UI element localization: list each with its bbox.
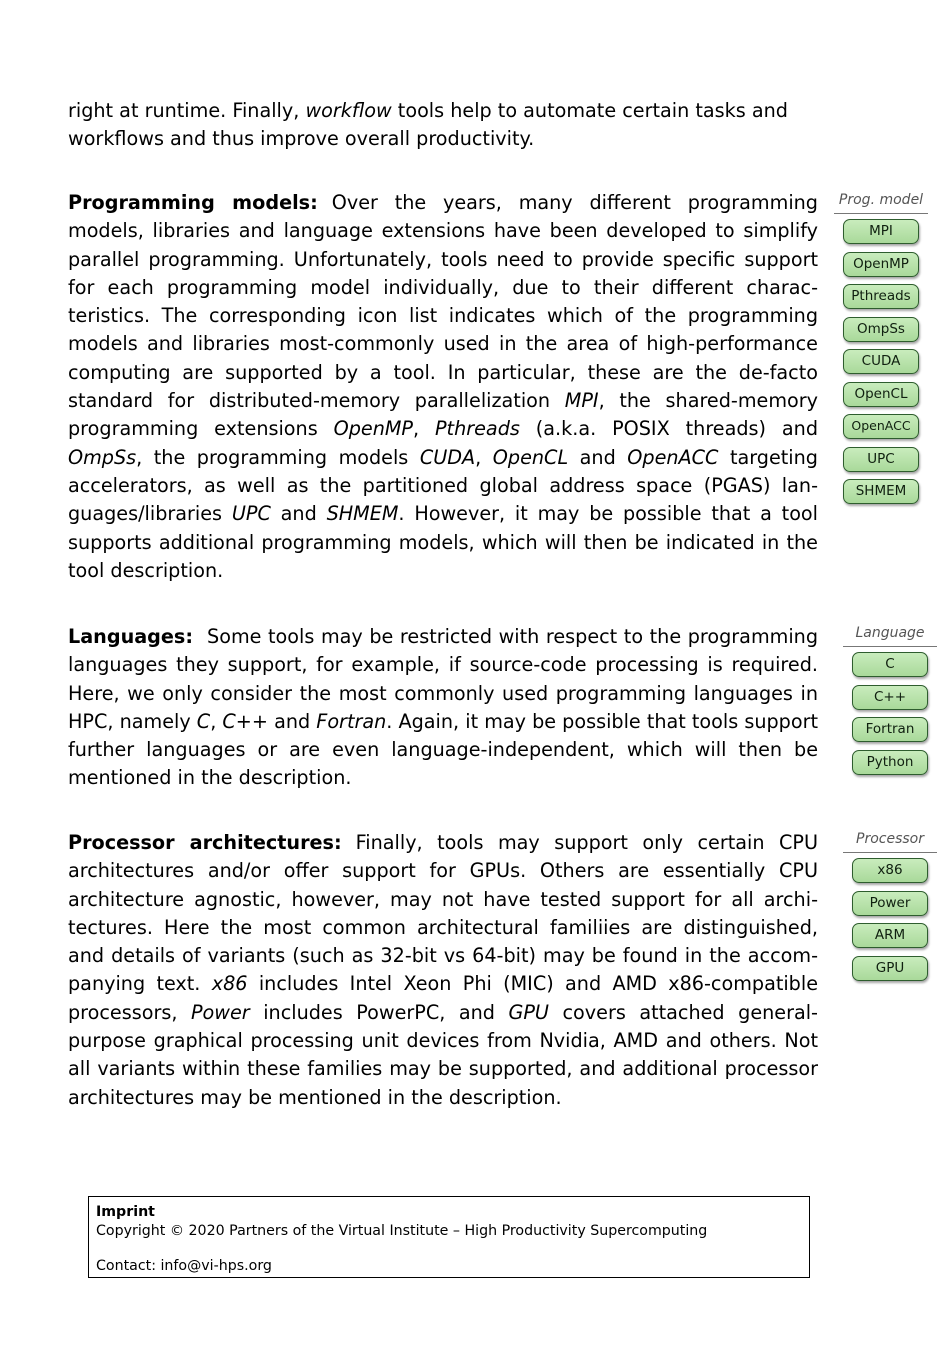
term-c: C [196, 709, 211, 733]
badge-pthreads: Pthreads [843, 284, 919, 309]
intro-text: workflows and thus improve overall productivity. [68, 127, 535, 151]
body-text: , [412, 417, 435, 441]
body-text: , [210, 709, 223, 733]
processor-architectures-paragraph [68, 829, 818, 1112]
body-text: . However, it may be possible that a tool supports additional programming models, which will then be indicated in the tool description. [68, 502, 818, 582]
badge-openmp: OpenMP [843, 252, 919, 277]
badge-arm: ARM [852, 923, 928, 948]
badge-shmem: SHMEM [843, 479, 919, 504]
body-text: (a.k.a. POSIX threads) and [519, 417, 819, 441]
badge-ompss: OmpSs [843, 317, 919, 342]
imprint-contact: Contact: info@vi-hps.org [96, 1258, 272, 1274]
body-text: and [267, 709, 317, 733]
badge-python: Python [852, 750, 928, 775]
term-openacc: OpenACC [627, 445, 719, 469]
prog-model-title: Prog. model [834, 191, 928, 214]
body-text: , [475, 445, 493, 469]
term-upc: UPC [231, 502, 271, 526]
processor-architectures-heading: Processor architectures: [68, 831, 342, 854]
body-text: Finally, tools may support only certain CPU architectures and/or offer support for GPUs. Others are essentially CPU architecture agnostic, however, may not have tested support for all architectures. Here the most common architectural familiies are distinguished, and details of variants (such as 32-bit vs 64-bit) may be found in the accompanying text. [68, 831, 818, 996]
body-text: . Again, it may be possible that tools support further languages or are even language-independent, which will then be mentioned in the description. [68, 709, 819, 790]
body-text: Some tools may be restricted with respect to the programming languages they support, for example, if source-code processing is required. Here, we only consider the most commonly used programming languages in HPC, namely [68, 625, 818, 733]
body-text: , the shared-memory programming extensions [68, 389, 819, 441]
body-text: includes Intel Xeon Phi (MIC) and AMD x86-compatible processors, [68, 972, 818, 1024]
language-title: Language [843, 624, 937, 647]
badge-c: C [852, 652, 928, 677]
term-ompss: OmpSs [68, 445, 137, 469]
badge-openacc: OpenACC [843, 414, 919, 439]
languages-paragraph [68, 623, 818, 793]
badge-opencl: OpenCL [843, 382, 919, 407]
intro-text: right at runtime. Finally, [68, 99, 306, 122]
body-text: and [568, 445, 628, 469]
badge-mpi: MPI [843, 219, 919, 244]
programming-models-heading: Programming models: [68, 191, 318, 214]
term-cuda: CUDA [419, 445, 476, 469]
badge-cpp: C++ [852, 685, 928, 710]
badge-x86: x86 [852, 858, 928, 883]
badge-fortran: Fortran [852, 717, 928, 742]
badge-power: Power [852, 891, 928, 916]
badge-upc: UPC [843, 447, 919, 472]
term-opencl: OpenCL [492, 445, 569, 469]
term-x86: x86 [211, 972, 248, 996]
term-mpi: MPI [564, 389, 599, 413]
body-text: , the programming models [136, 445, 420, 469]
language-sidebar [843, 624, 937, 782]
body-text: Over the years, many different programming models, libraries and language extensions have been developed to simplify parallel programming. Unfortunately, tools need to provide specific support for each programming model individually, due to their different characteristics. The corresponding icon list indicates which of the programming models and libraries most-commonly used in the area of high-performance computing are supported by a tool. In particular, these are the de-facto standard for distributed-memory parallelization [68, 191, 818, 413]
languages-heading: Languages: [68, 625, 194, 648]
badge-cuda: CUDA [843, 349, 919, 374]
term-gpu: GPU [508, 1000, 549, 1024]
imprint-box [88, 1196, 810, 1278]
badge-gpu: GPU [852, 956, 928, 981]
prog-model-sidebar [834, 191, 928, 512]
body-text: includes PowerPC, and [249, 1000, 509, 1024]
programming-models-paragraph [68, 189, 818, 585]
processor-title: Processor [843, 830, 937, 853]
body-text: and [270, 502, 327, 526]
term-shmem: SHMEM [326, 502, 399, 526]
term-fortran: Fortran [316, 709, 387, 733]
term-power: Power [190, 1000, 250, 1024]
body-text: targeting accelerators, as well as the partitioned global address space (PGAS) languages/libraries [68, 445, 818, 526]
intro-emphasis: workflow [305, 99, 392, 122]
imprint-title: Imprint [96, 1204, 155, 1220]
intro-paragraph [68, 97, 818, 154]
term-pthreads: Pthreads [434, 417, 520, 441]
term-cpp: C++ [222, 709, 268, 733]
imprint-copyright: Copyright © 2020 Partners of the Virtual Institute – High Productivity Supercomputing [96, 1223, 708, 1239]
processor-sidebar [843, 830, 937, 988]
intro-text: tools help to automate certain tasks and [391, 99, 788, 122]
body-text: covers attached general-purpose graphical processing unit devices from Nvidia, AMD and others. Not all variants within these families may be supported, and additional processor architectures may be mentioned in the description. [68, 1000, 818, 1109]
term-openmp: OpenMP [333, 417, 413, 441]
